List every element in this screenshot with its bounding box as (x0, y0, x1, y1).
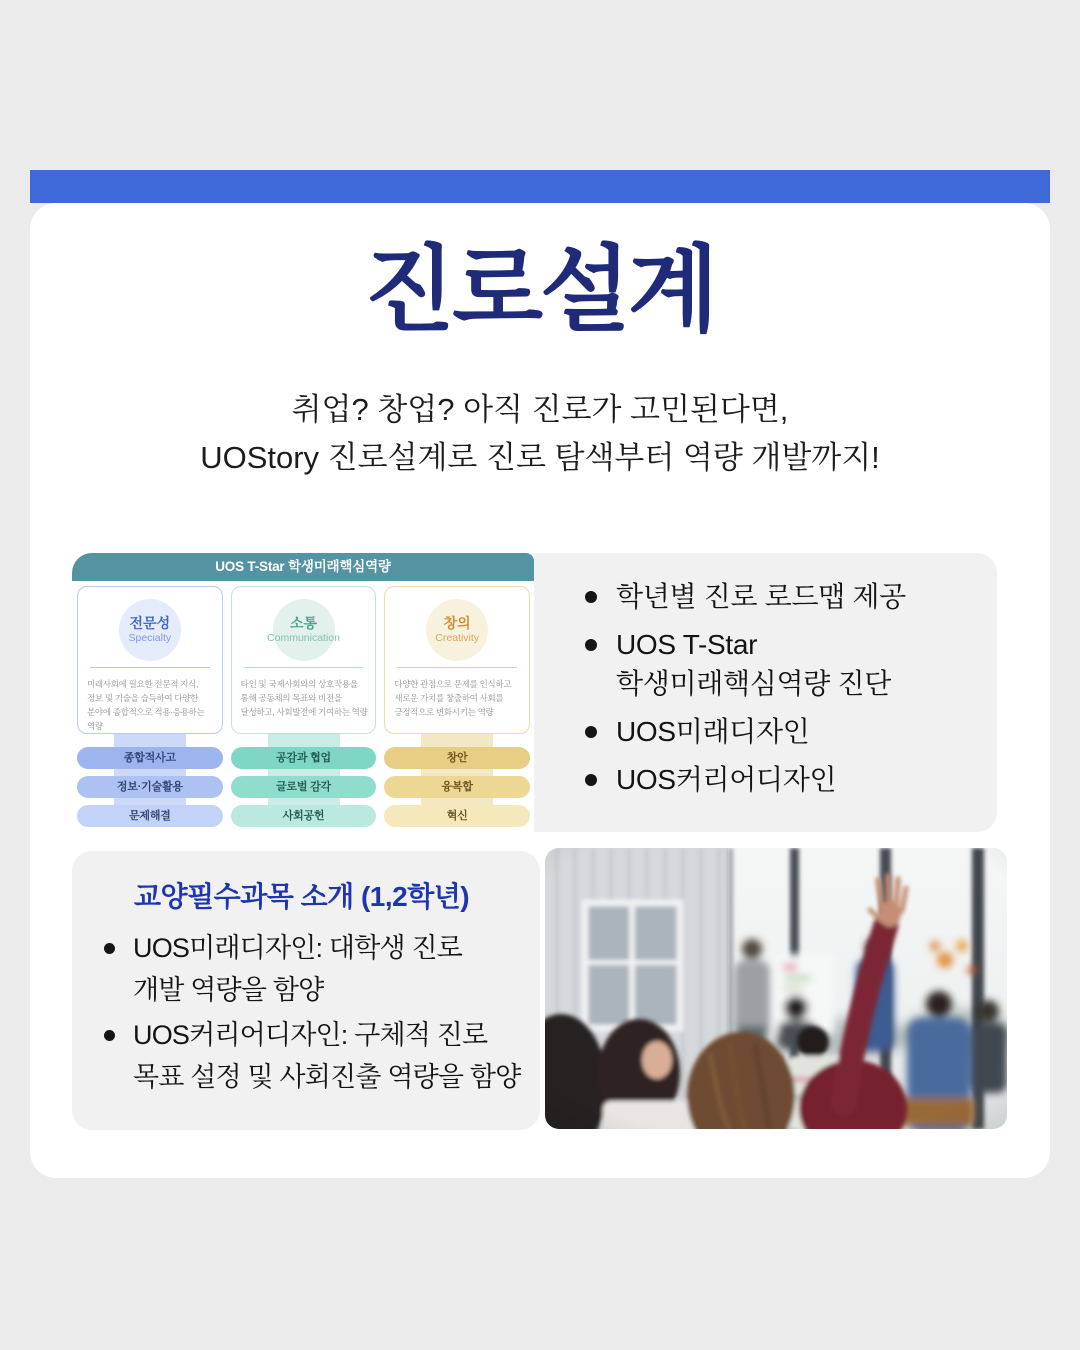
capability-column-creativity (384, 586, 530, 829)
tag-pill: 공감과 협업 (231, 747, 377, 769)
capability-desc-line: 타인 및 국제사회와의 상호작용을 (240, 679, 358, 689)
divider (397, 667, 517, 668)
connector (268, 734, 340, 747)
connector (114, 798, 186, 805)
bullet-dot (585, 591, 597, 603)
capability-name-en: Creativity (435, 632, 480, 644)
connector (114, 734, 186, 747)
capability-desc (87, 677, 213, 733)
capability-desc-line: 다양한 관점으로 문제를 인식하고 (394, 679, 512, 689)
connector (421, 734, 493, 747)
tstar-screenshot-header: UOS T-Star 학생미래핵심역량 (72, 553, 534, 581)
capability-desc-line: 분야에 종합적으로 적용·응용하는 (87, 707, 205, 717)
capability-card-specialty (77, 586, 223, 734)
list-item (104, 927, 574, 1011)
bullet-dot (104, 1030, 115, 1041)
tag-pill: 정보·기술활용 (77, 776, 223, 798)
capability-desc-line: 미래사회에 필요한 전문적 지식, (87, 679, 199, 689)
list-item (583, 625, 993, 703)
capability-desc-line: 역량 (87, 721, 103, 731)
feature-text-line2: 학생미래핵심역량 진단 (616, 668, 891, 699)
tstar-screenshot (72, 553, 534, 832)
course-text-line2: 목표 설정 및 사회진출 역량을 함양 (133, 1062, 521, 1092)
page-subtitle (0, 386, 1080, 482)
divider (90, 667, 210, 668)
bullet-dot (585, 639, 597, 651)
feature-text: UOS T-Star (616, 629, 758, 660)
feature-text: UOS미래디자인 (616, 716, 810, 747)
subtitle-line-1: 취업? 창업? 아직 진로가 고민된다면, (291, 392, 789, 427)
course-text: UOS커리어디자인: 구체적 진로 (133, 1020, 488, 1050)
courses-heading: 교양필수과목 소개 (1,2학년) (134, 881, 470, 912)
capability-column-specialty (77, 586, 223, 829)
capability-desc-line: 달성하고, 사회발전에 기여하는 역량 (240, 707, 368, 717)
course-text: UOS미래디자인: 대학생 진로 (133, 933, 463, 963)
capability-name-en: Communication (267, 632, 340, 644)
connector (421, 769, 493, 776)
capability-name: 전문성 (129, 615, 171, 631)
tag-pill: 글로벌 감각 (231, 776, 377, 798)
list-item (104, 1014, 574, 1098)
features-list (583, 577, 993, 808)
capability-desc (241, 677, 367, 719)
course-text-line2: 개발 역량을 함양 (133, 975, 324, 1005)
capability-card-creativity (384, 586, 530, 734)
classroom-photo (545, 848, 1007, 1129)
connector (268, 798, 340, 805)
bullet-dot (585, 774, 597, 786)
feature-text: 학년별 진로 로드맵 제공 (616, 581, 906, 612)
classroom-photo-illustration (545, 848, 1007, 1129)
capability-desc-line: 새로운 가치를 창출하여 사회를 (394, 693, 504, 703)
divider (244, 667, 364, 668)
connector (421, 798, 493, 805)
capability-circle (119, 599, 181, 661)
tag-pill: 혁신 (384, 805, 530, 827)
capability-card-communication (231, 586, 377, 734)
list-item (583, 577, 993, 616)
capability-column-communication (231, 586, 377, 829)
tag-pill: 종합적사고 (77, 747, 223, 769)
courses-box (72, 851, 540, 1130)
tag-pill: 창안 (384, 747, 530, 769)
list-item (583, 760, 993, 799)
capability-desc (394, 677, 520, 719)
capability-desc-line: 정보 및 기술을 습득하여 다양한 (87, 693, 199, 703)
tag-pill: 문제해결 (77, 805, 223, 827)
capability-circle (426, 599, 488, 661)
tag-pill: 사회공헌 (231, 805, 377, 827)
capability-name: 창의 (443, 615, 471, 631)
capability-columns (77, 586, 530, 829)
bullet-dot (585, 726, 597, 738)
page-title: 진로설계 (364, 237, 716, 342)
subtitle-line-2: UOStory 진로설계로 진로 탐색부터 역량 개발까지! (200, 440, 880, 475)
top-accent-bar (30, 170, 1050, 203)
capability-name-en: Specialty (128, 632, 172, 644)
connector (268, 769, 340, 776)
capability-name: 소통 (289, 615, 318, 631)
tag-pill: 융복합 (384, 776, 530, 798)
capability-desc-line: 긍정적으로 변화시키는 역량 (394, 707, 494, 717)
bullet-dot (104, 943, 115, 954)
list-item (583, 712, 993, 751)
capability-desc-line: 통해 공동체의 목표와 비전을 (240, 693, 342, 703)
capability-circle (267, 599, 340, 661)
courses-list (104, 927, 574, 1101)
feature-text: UOS커리어디자인 (616, 764, 837, 795)
connector (114, 769, 186, 776)
